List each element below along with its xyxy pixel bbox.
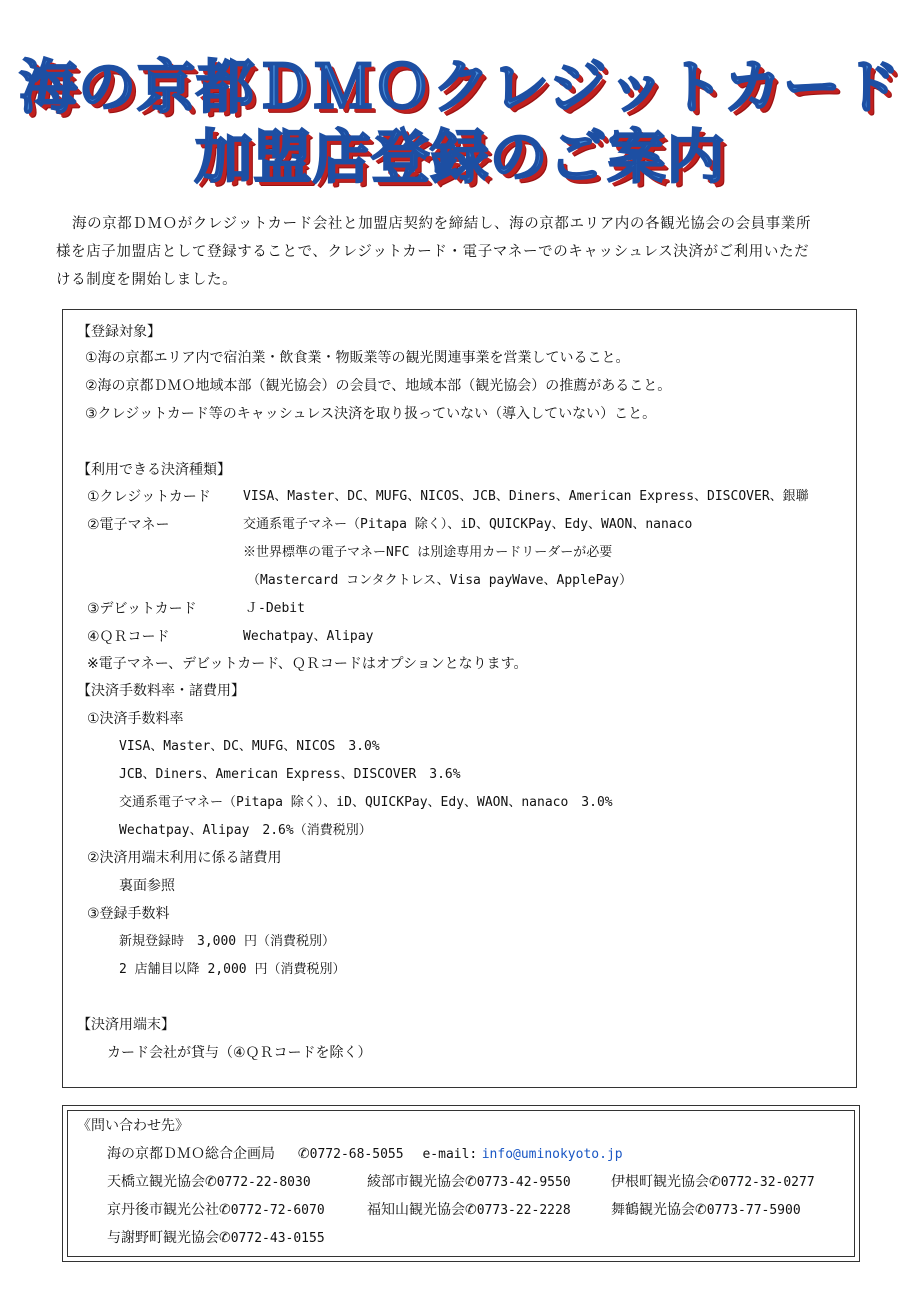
target-item-1: ①海の京都エリア内で宿泊業・飲食業・物販業等の観光関連事業を営業していること。 bbox=[85, 350, 630, 366]
email-label: e-mail: bbox=[422, 1147, 478, 1162]
registration-1: 新規登録時 3,000 円（消費税別） bbox=[119, 934, 335, 949]
rate-label: ①決済手数料率 bbox=[87, 711, 184, 727]
intro-line3: ける制度を開始しました。 bbox=[56, 272, 238, 288]
rate-1: VISA、Master、DC、MUFG、NICOS 3.0% bbox=[119, 739, 380, 754]
emoney-note-2: （Mastercard コンタクトレス、Visa payWave、ApplePay） bbox=[247, 573, 633, 588]
fees-heading: 【決済手数料率・諸費用】 bbox=[77, 683, 245, 699]
phone-icon: ✆ bbox=[695, 1202, 707, 1218]
org-name: 舞鶴観光協会 bbox=[611, 1202, 695, 1218]
rate-4: Wechatpay、Alipay 2.6%（消費税別） bbox=[119, 823, 372, 838]
phone-icon: ✆ bbox=[219, 1202, 231, 1218]
terminal-cost-value: 裏面参照 bbox=[119, 878, 175, 894]
org-tel: 0773-22-2228 bbox=[476, 1203, 571, 1218]
org-tel: 0772-72-6070 bbox=[230, 1203, 325, 1218]
emoney-value: 交通系電子マネー（Pitapa 除く）、iD、QUICKPay、Edy、WAON、nanaco bbox=[243, 517, 693, 532]
credit-label: ①クレジットカード bbox=[87, 489, 211, 505]
phone-icon: ✆ bbox=[465, 1202, 477, 1218]
phone-icon: ✆ bbox=[205, 1174, 217, 1190]
targets-heading: 【登録対象】 bbox=[77, 324, 161, 340]
org-name: 与謝野町観光協会 bbox=[107, 1230, 219, 1246]
contact-org-2 bbox=[367, 1172, 571, 1193]
org-name: 京丹後市観光公社 bbox=[107, 1202, 219, 1218]
debit-label: ③デビットカード bbox=[87, 601, 197, 617]
option-note: ※電子マネー、デビットカード、ＱＲコードはオプションとなります。 bbox=[87, 656, 528, 672]
contact-org-7 bbox=[107, 1228, 325, 1249]
intro-line1: 海の京都ＤＭＯがクレジットカード会社と加盟店契約を締結し、海の京都エリア内の各観光協会の会員事業所 bbox=[72, 216, 812, 232]
contact-org-4 bbox=[107, 1200, 325, 1221]
contact-heading: 《問い合わせ先》 bbox=[77, 1118, 189, 1134]
qr-label: ④ＱＲコード bbox=[87, 629, 170, 645]
page-title-line2: 加盟店登録のご案内 bbox=[194, 123, 726, 191]
phone-icon: ✆ bbox=[219, 1230, 231, 1246]
org-tel: 0772-22-8030 bbox=[216, 1175, 311, 1190]
org-tel: 0772-43-0155 bbox=[230, 1231, 325, 1246]
email-link[interactable]: info@uminokyoto.jp bbox=[481, 1147, 623, 1162]
contact-box bbox=[62, 1105, 860, 1262]
org-name: 福知山観光協会 bbox=[367, 1202, 465, 1218]
credit-value: VISA、Master、DC、MUFG、NICOS、JCB、Diners、American Express、DISCOVER、銀聯 bbox=[243, 489, 809, 504]
emoney-note-1: ※世界標準の電子マネーNFC は別途専用カードリーダーが必要 bbox=[243, 545, 613, 560]
debit-value: Ｊ-Debit bbox=[245, 601, 305, 616]
terminal-heading: 【決済用端末】 bbox=[77, 1017, 175, 1033]
terminal-cost-label: ②決済用端末利用に係る諸費用 bbox=[87, 850, 282, 866]
contact-org-1 bbox=[107, 1172, 311, 1193]
contact-org-3 bbox=[611, 1172, 815, 1193]
contact-org-6 bbox=[611, 1200, 801, 1221]
contact-main-tel: 0772-68-5055 bbox=[309, 1147, 404, 1162]
registration-2: 2 店舗目以降 2,000 円（消費税別） bbox=[119, 962, 346, 977]
org-tel: 0773-77-5900 bbox=[706, 1203, 801, 1218]
intro-line2: 様を店子加盟店として登録することで、クレジットカード・電子マネーでのキャッシュレス決済がご利用いただ bbox=[56, 244, 810, 260]
org-name: 伊根町観光協会 bbox=[611, 1174, 709, 1190]
registration-label: ③登録手数料 bbox=[87, 906, 170, 922]
intro-text bbox=[56, 210, 871, 294]
target-item-2: ②海の京都ＤＭＯ地域本部（観光協会）の会員で、地域本部（観光協会）の推薦があること。 bbox=[85, 378, 672, 394]
terminal-value: カード会社が貸与（④ＱＲコードを除く） bbox=[107, 1045, 372, 1061]
payment-types-heading: 【利用できる決済種類】 bbox=[77, 462, 231, 478]
emoney-label: ②電子マネー bbox=[87, 517, 170, 533]
rate-3: 交通系電子マネー（Pitapa 除く）、iD、QUICKPay、Edy、WAON、nanaco 3.0% bbox=[119, 795, 613, 810]
phone-icon: ✆ bbox=[465, 1174, 477, 1190]
phone-icon: ✆ bbox=[297, 1146, 310, 1162]
info-box bbox=[62, 309, 857, 1088]
phone-icon: ✆ bbox=[709, 1174, 721, 1190]
rate-2: JCB、Diners、American Express、DISCOVER 3.6% bbox=[119, 767, 461, 782]
org-name: 綾部市観光協会 bbox=[367, 1174, 465, 1190]
page-title-line1: 海の京都ＤＭＯクレジットカード bbox=[19, 53, 901, 121]
contact-main bbox=[107, 1144, 623, 1165]
qr-value: Wechatpay、Alipay bbox=[243, 629, 374, 644]
org-name: 天橋立観光協会 bbox=[107, 1174, 205, 1190]
org-tel: 0772-32-0277 bbox=[720, 1175, 815, 1190]
org-tel: 0773-42-9550 bbox=[476, 1175, 571, 1190]
contact-org-5 bbox=[367, 1200, 571, 1221]
contact-main-org: 海の京都ＤＭＯ総合企画局 bbox=[107, 1146, 275, 1162]
target-item-3: ③クレジットカード等のキャッシュレス決済を取り扱っていない（導入していない）こと。 bbox=[85, 406, 657, 422]
